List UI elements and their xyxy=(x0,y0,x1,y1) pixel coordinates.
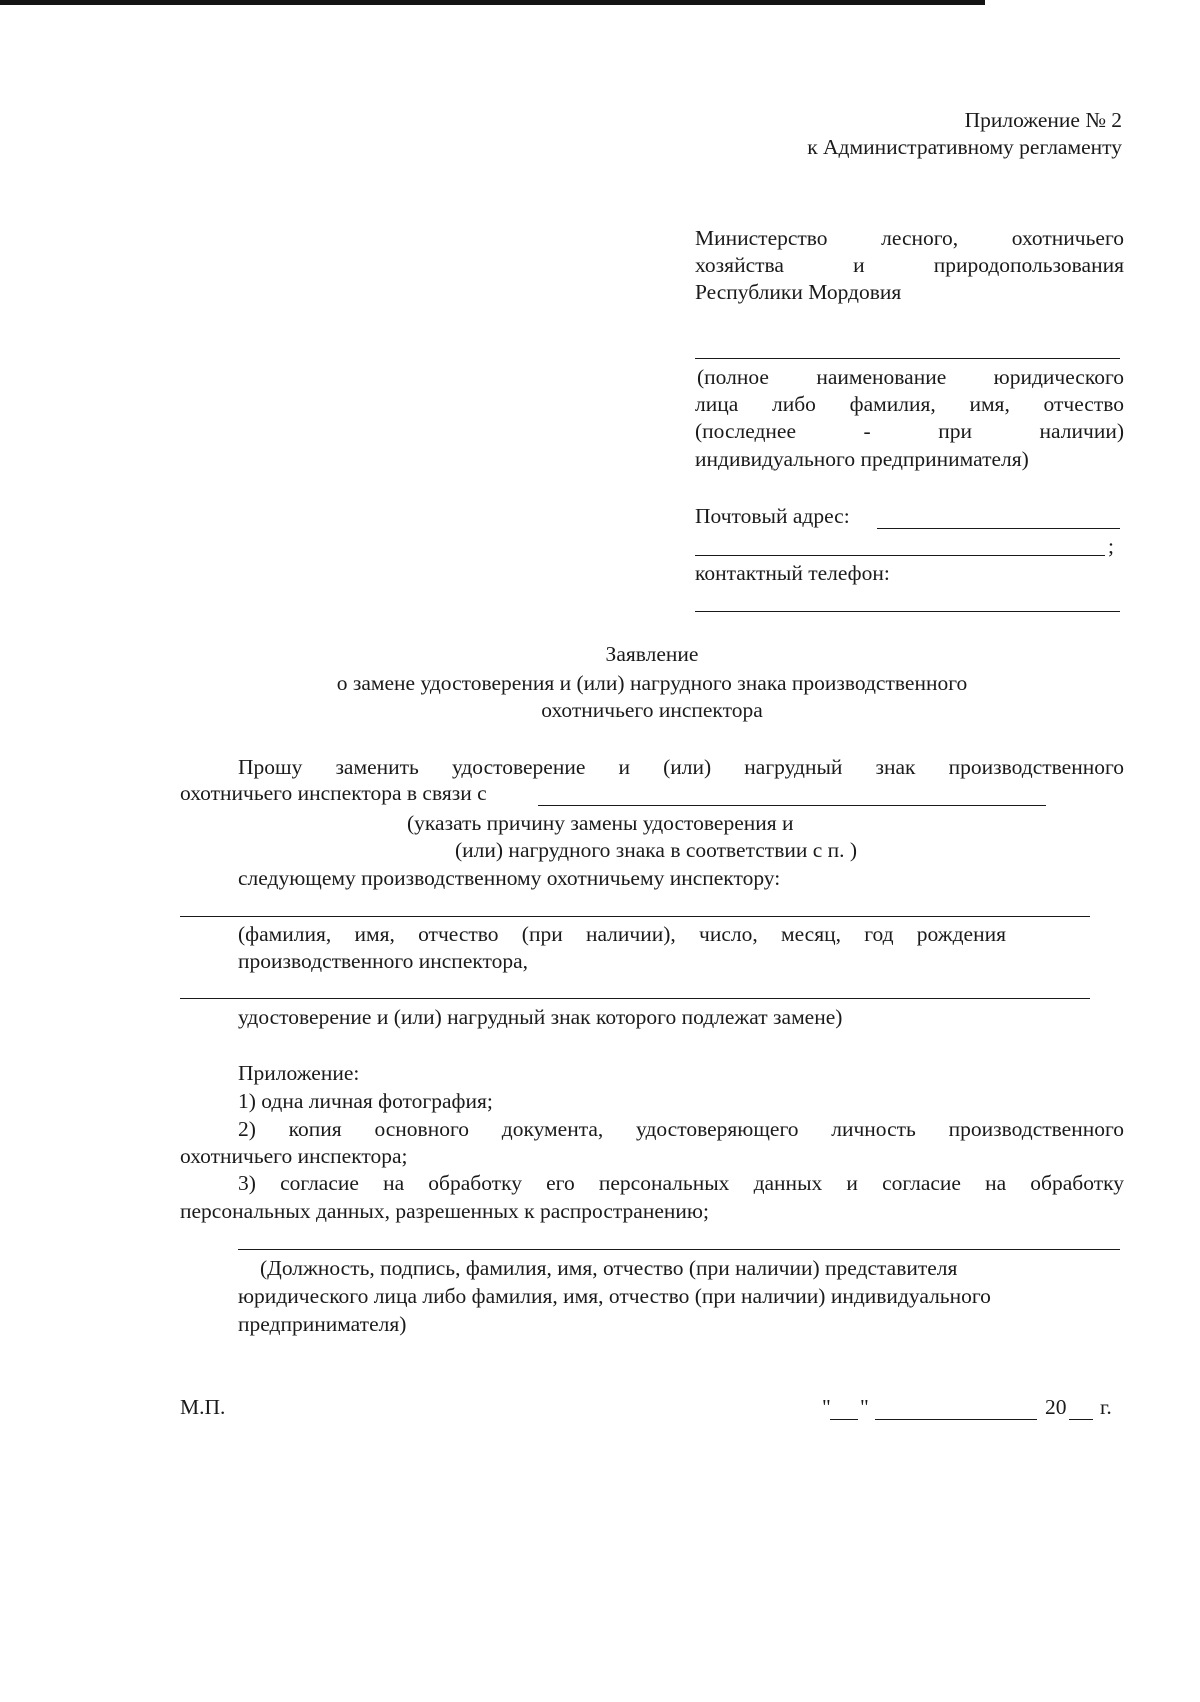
reason-hint-2: (или) нагрудного знака в соответствии с п. ) xyxy=(455,838,858,862)
request-line-1: Прошу заменить удостоверение и (или) нагрудный знак производственного xyxy=(238,755,1124,779)
attachment-item-1: 1) одна личная фотография; xyxy=(238,1089,493,1113)
inspector-details-field[interactable] xyxy=(180,916,1090,917)
postal-address-field[interactable] xyxy=(877,528,1120,529)
inspector-hint-2: производственного инспектора, xyxy=(238,949,529,973)
appendix-number: Приложение № 2 xyxy=(964,108,1122,132)
addressee-line-2: хозяйства и природопользования xyxy=(695,253,1124,277)
applicant-hint-line-4: индивидуального предпринимателя) xyxy=(695,447,1029,471)
attachment-item-3-line-1: 3) согласие на обработку его персональных данных и согласие на обработку xyxy=(238,1171,1124,1195)
date-quote-close: " xyxy=(860,1395,869,1419)
attachment-item-3-line-2: персональных данных, разрешенных к распространению; xyxy=(180,1199,709,1223)
signature-hint-1: (Должность, подпись, фамилия, имя, отчество (при наличии) представителя xyxy=(260,1256,958,1280)
inspector-hint-3: удостоверение и (или) нагрудный знак которого подлежат замене) xyxy=(238,1005,843,1029)
applicant-hint-line-2: лица либо фамилия, имя, отчество xyxy=(695,392,1124,416)
addressee-line-1: Министерство лесного, охотничьего xyxy=(695,226,1124,250)
date-month-field[interactable] xyxy=(875,1419,1037,1420)
attachment-item-2-line-1: 2) копия основного документа, удостоверяющего личность производственного xyxy=(238,1117,1124,1141)
date-year-prefix: 20 xyxy=(1045,1395,1067,1419)
applicant-hint-line-1: (полное наименование юридического xyxy=(697,365,1124,389)
replacement-reason-field[interactable] xyxy=(538,805,1046,806)
attachment-item-2-line-2: охотничьего инспектора; xyxy=(180,1144,408,1168)
following-inspector: следующему производственному охотничьему инспектору: xyxy=(238,866,781,890)
signature-hint-2: юридического лица либо фамилия, имя, отчество (при наличии) индивидуального xyxy=(238,1284,991,1308)
attachments-heading: Приложение: xyxy=(238,1061,360,1085)
signature-hint-3: предпринимателя) xyxy=(238,1312,407,1336)
appendix-regulation: к Административному регламенту xyxy=(807,135,1122,159)
stamp-place: М.П. xyxy=(180,1395,226,1419)
inspector-certificate-field[interactable] xyxy=(180,998,1090,999)
document-title: Заявление xyxy=(605,642,699,666)
phone-field[interactable] xyxy=(695,611,1120,612)
document-subtitle-1: о замене удостоверения и (или) нагрудного знака производственного xyxy=(336,671,968,695)
document-subtitle-2: охотничьего инспектора xyxy=(541,698,763,722)
date-quote-open: " xyxy=(822,1395,831,1419)
phone-label: контактный телефон: xyxy=(695,561,890,585)
reason-hint-1: (указать причину замены удостоверения и xyxy=(407,811,794,835)
scan-top-edge xyxy=(0,0,985,5)
date-day-field[interactable] xyxy=(830,1419,858,1420)
signature-field[interactable] xyxy=(238,1249,1120,1250)
postal-address-label: Почтовый адрес: xyxy=(695,504,850,528)
date-year-field[interactable] xyxy=(1069,1419,1093,1420)
addressee-line-3: Республики Мордовия xyxy=(695,280,902,304)
applicant-hint-line-3: (последнее - при наличии) xyxy=(695,419,1124,443)
postal-address-semicolon: ; xyxy=(1108,534,1114,558)
request-line-2: охотничьего инспектора в связи с xyxy=(180,781,487,805)
postal-address-field-2[interactable] xyxy=(695,555,1105,556)
date-year-suffix: г. xyxy=(1100,1395,1112,1419)
applicant-name-field[interactable] xyxy=(695,358,1120,359)
inspector-hint-1: (фамилия, имя, отчество (при наличии), число, месяц, год рождения xyxy=(238,922,1006,946)
